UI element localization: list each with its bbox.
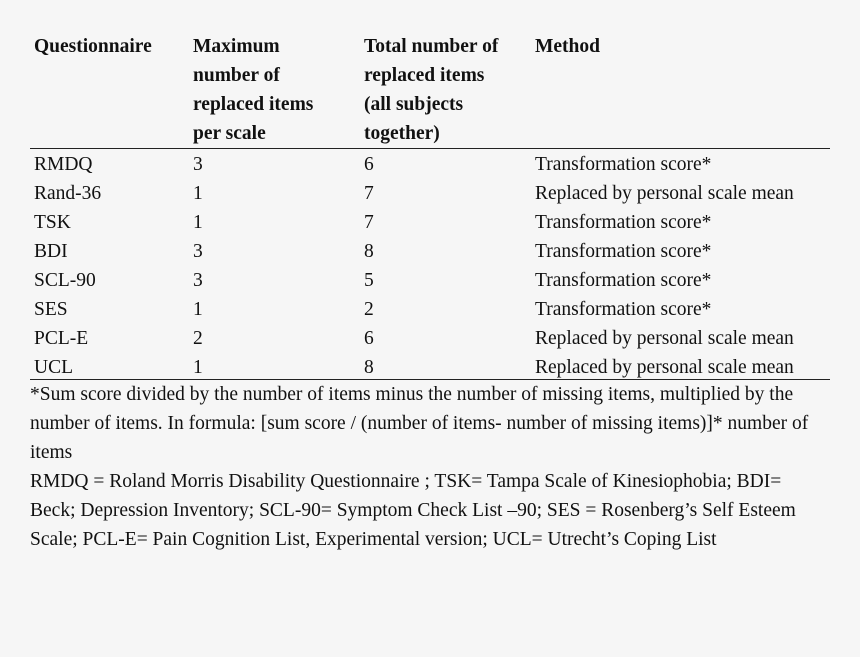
header-method (535, 32, 600, 61)
cell-method: Replaced by personal scale mean (535, 328, 794, 349)
cell-total: 8 (364, 357, 374, 378)
cell-method: Transformation score* (535, 299, 712, 320)
cell-maximum: 3 (193, 154, 203, 175)
cell-total: 6 (364, 328, 374, 349)
header-maximum-line: per scale (193, 123, 266, 144)
cell-method: Transformation score* (535, 154, 712, 175)
cell-maximum: 2 (193, 328, 203, 349)
footnote-abbreviations: RMDQ = Roland Morris Disability Questionnaire ; TSK= Tampa Scale of Kinesiophobia; BDI= Beck; Depression Inventory; SCL-90= Symptom Check List –90; SES = Rosenberg’s Self Esteem Scale; PCL-E= Pain Cognition List, Experimental version; UCL= Utrecht’s Coping List (30, 471, 796, 550)
header-total-line: Total number of (364, 36, 499, 57)
cell-maximum: 1 (193, 357, 203, 378)
cell-questionnaire: RMDQ (34, 154, 93, 175)
cell-total: 2 (364, 299, 374, 320)
cell-maximum: 3 (193, 241, 203, 262)
table-header (0, 0, 860, 150)
header-total-line: together) (364, 123, 440, 144)
header-total (364, 32, 498, 148)
header-questionnaire-line: Questionnaire (34, 36, 152, 57)
header-total-line: replaced items (364, 65, 485, 86)
cell-total: 8 (364, 241, 374, 262)
cell-method: Transformation score* (535, 212, 712, 233)
header-questionnaire (34, 32, 152, 61)
cell-method: Transformation score* (535, 241, 712, 262)
header-method-line: Method (535, 36, 600, 57)
cell-questionnaire: PCL-E (34, 328, 89, 349)
cell-maximum: 1 (193, 183, 203, 204)
cell-maximum: 1 (193, 299, 203, 320)
table-row (0, 266, 860, 295)
footnote-transformation: *Sum score divided by the number of items minus the number of missing items, multiplied by the number of items. In formula: [sum score / (number of items- number of missing items)]* number of items (30, 384, 809, 463)
cell-questionnaire: SCL-90 (34, 270, 96, 291)
table-row (0, 179, 860, 208)
table-row (0, 353, 860, 382)
cell-method: Transformation score* (535, 270, 712, 291)
table-notes (30, 380, 830, 554)
cell-method: Replaced by personal scale mean (535, 183, 794, 204)
cell-maximum: 3 (193, 270, 203, 291)
cell-questionnaire: SES (34, 299, 68, 320)
header-maximum-line: Maximum (193, 36, 280, 57)
table-row (0, 208, 860, 237)
cell-total: 6 (364, 154, 374, 175)
cell-questionnaire: TSK (34, 212, 71, 233)
table-row (0, 237, 860, 266)
cell-total: 5 (364, 270, 374, 291)
header-maximum (193, 32, 313, 148)
header-rule (30, 148, 830, 149)
cell-questionnaire: Rand-36 (34, 183, 102, 204)
cell-maximum: 1 (193, 212, 203, 233)
header-maximum-line: number of (193, 65, 280, 86)
header-total-line: (all subjects (364, 94, 464, 115)
cell-total: 7 (364, 212, 374, 233)
cell-questionnaire: UCL (34, 357, 73, 378)
table-row (0, 324, 860, 353)
cell-total: 7 (364, 183, 374, 204)
table-row (0, 295, 860, 324)
cell-method: Replaced by personal scale mean (535, 357, 794, 378)
cell-questionnaire: BDI (34, 241, 68, 262)
header-maximum-line: replaced items (193, 94, 314, 115)
table-row (0, 150, 860, 179)
